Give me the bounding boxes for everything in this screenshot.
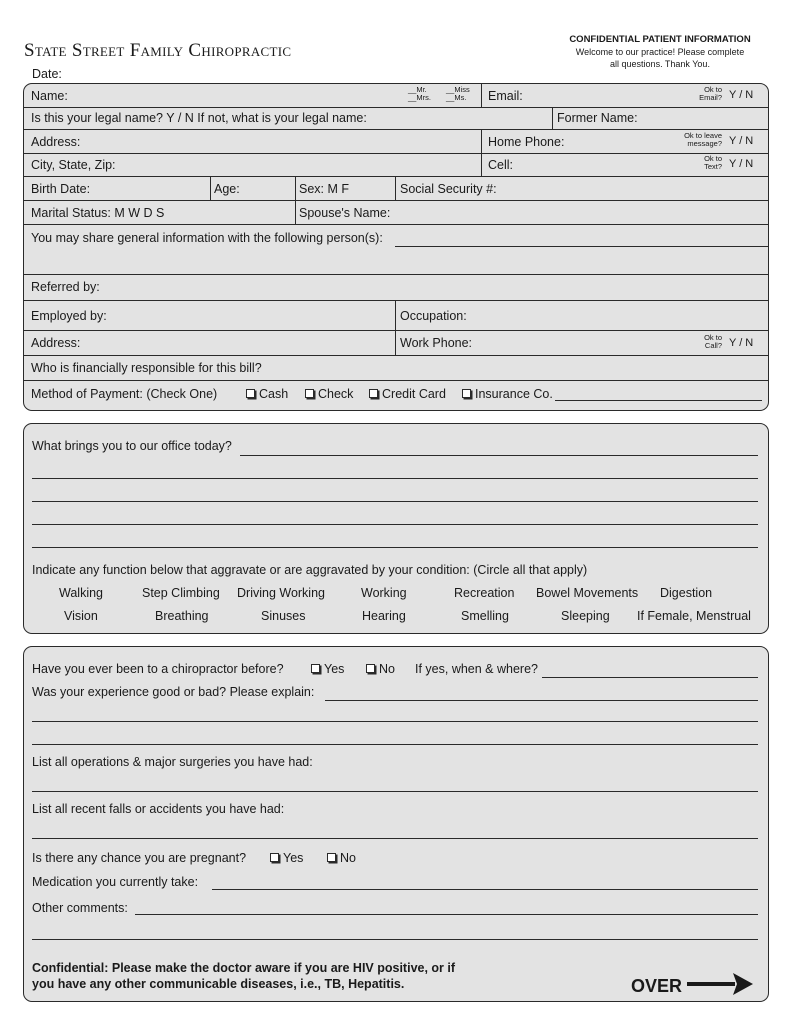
function-option[interactable]: Smelling (461, 609, 509, 623)
title-miss[interactable]: __Miss (446, 85, 470, 94)
name-field[interactable]: Name: (31, 89, 68, 103)
function-option[interactable]: Driving Working (237, 586, 325, 600)
payment-option-label: Credit Card (382, 387, 446, 401)
function-option[interactable]: Working (361, 586, 407, 600)
former-name-field[interactable]: Former Name: (557, 111, 638, 125)
function-option[interactable]: Sinuses (261, 609, 306, 623)
row-divider (24, 129, 768, 130)
answer-line[interactable] (135, 914, 758, 915)
chiropractor-no-option[interactable] (366, 662, 395, 676)
payment-option-label: Insurance Co. (475, 387, 553, 401)
row-divider (24, 176, 768, 177)
checkbox-icon[interactable] (327, 853, 336, 862)
welcome-line-1: Welcome to our practice! Please complete (575, 47, 745, 57)
address-field[interactable]: Address: (31, 135, 81, 149)
function-option[interactable]: Vision (64, 609, 98, 623)
column-divider (210, 176, 211, 200)
yes-label: Yes (324, 662, 345, 676)
condition-section (23, 423, 769, 634)
function-option[interactable]: Recreation (454, 586, 515, 600)
city-state-zip-field[interactable]: City, State, Zip: (31, 158, 116, 172)
answer-line[interactable] (240, 455, 758, 456)
ok-email-yn[interactable]: Y / N (729, 89, 754, 101)
payment-option-label: Cash (259, 387, 289, 401)
column-divider (395, 300, 396, 355)
ok-email-label (690, 86, 722, 102)
ok-call-line-1: Ok to (704, 333, 722, 342)
answer-line[interactable] (325, 700, 758, 701)
work-phone-field[interactable]: Work Phone: (400, 336, 473, 350)
office-visit-question: What brings you to our office today? (32, 439, 232, 453)
function-option[interactable]: Breathing (155, 609, 209, 623)
title-mrs[interactable]: __Mrs. (408, 93, 431, 102)
ok-leave-message-label (670, 132, 722, 148)
column-divider (295, 176, 296, 224)
ssn-field[interactable]: Social Security #: (400, 182, 497, 196)
row-divider (24, 380, 768, 381)
ok-text-line-2: Text? (704, 162, 722, 171)
payment-option-cash[interactable] (246, 387, 288, 401)
share-info-field[interactable]: You may share general information with the following person(s): (31, 231, 383, 245)
row-divider (24, 224, 768, 225)
share-info-line[interactable] (395, 246, 768, 247)
answer-line[interactable] (32, 838, 758, 839)
function-option[interactable]: Hearing (362, 609, 406, 623)
arrow-right-icon (687, 972, 753, 996)
medication-label: Medication you currently take: (32, 875, 199, 889)
history-section (23, 646, 769, 1002)
payment-option-insurance[interactable] (462, 387, 553, 401)
ok-leave-line-1: Ok to leave (684, 131, 722, 140)
row-divider (24, 300, 768, 301)
experience-question: Was your experience good or bad? Please explain: (32, 685, 315, 699)
payment-method-label: Method of Payment: (Check One) (31, 387, 218, 401)
answer-line[interactable] (542, 677, 758, 678)
home-phone-field[interactable]: Home Phone: (488, 135, 565, 149)
column-divider (481, 84, 482, 107)
row-divider (24, 200, 768, 201)
ok-leave-line-2: message? (687, 139, 722, 148)
checkbox-icon[interactable] (462, 389, 471, 398)
ok-text-line-1: Ok to (704, 154, 722, 163)
function-option[interactable]: Walking (59, 586, 103, 600)
ok-email-line-2: Email? (699, 93, 722, 102)
column-divider (481, 129, 482, 176)
answer-line[interactable] (32, 501, 758, 502)
row-divider (24, 153, 768, 154)
date-label: Date: (32, 67, 62, 81)
marital-status-field[interactable]: Marital Status: M W D S (31, 206, 165, 220)
answer-line[interactable] (32, 547, 758, 548)
confidential-notice (32, 960, 455, 992)
pregnant-question: Is there any chance you are pregnant? (32, 851, 247, 865)
ok-call-label (690, 334, 722, 350)
row-divider (24, 107, 768, 108)
pregnant-no-option[interactable] (327, 851, 356, 865)
pregnant-yes-option[interactable] (270, 851, 303, 865)
other-comments-label: Other comments: (32, 901, 128, 915)
answer-line[interactable] (32, 721, 758, 722)
answer-line[interactable] (212, 889, 758, 890)
ok-text-yn[interactable]: Y / N (729, 158, 754, 170)
employer-address-field[interactable]: Address: (31, 336, 81, 350)
falls-question: List all recent falls or accidents you have had: (32, 802, 285, 816)
employed-by-field[interactable]: Employed by: (31, 309, 107, 323)
welcome-line-2: all questions. Thank You. (610, 59, 710, 69)
aggravating-functions-instruction: Indicate any function below that aggravate or are aggravated by your condition: (Circle all that apply) (32, 563, 588, 577)
practice-name: State Street Family Chiropractic (24, 40, 292, 61)
no-label: No (379, 662, 395, 676)
birth-date-field[interactable]: Birth Date: (31, 182, 91, 196)
chiropractor-yes-option[interactable] (311, 662, 344, 676)
answer-line[interactable] (32, 939, 758, 940)
notice-line-1: Confidential: Please make the doctor aware if you are HIV positive, or if (32, 961, 456, 975)
chiropractor-before-question: Have you ever been to a chiropractor before? (32, 662, 284, 676)
no-label: No (340, 851, 356, 865)
over-label: OVER (631, 976, 683, 996)
row-divider (24, 330, 768, 331)
financially-responsible-field[interactable]: Who is financially responsible for this bill? (31, 361, 262, 375)
operations-question: List all operations & major surgeries you have had: (32, 755, 313, 769)
answer-line[interactable] (32, 744, 758, 745)
ok-email-line-1: Ok to (704, 85, 722, 94)
column-divider (552, 107, 553, 129)
checkbox-icon[interactable] (366, 664, 375, 673)
over-indicator (631, 972, 753, 997)
ok-call-yn[interactable]: Y / N (729, 337, 754, 349)
confidential-header (555, 34, 765, 70)
row-divider (24, 355, 768, 356)
title-mr[interactable]: __Mr. (408, 85, 427, 94)
payment-option-check[interactable] (305, 387, 353, 401)
legal-name-field[interactable]: Is this your legal name? Y / N If not, what is your legal name: (31, 111, 367, 125)
yes-label: Yes (283, 851, 304, 865)
referred-by-field[interactable]: Referred by: (31, 280, 100, 294)
checkbox-icon[interactable] (246, 389, 255, 398)
checkbox-icon[interactable] (311, 664, 320, 673)
function-option[interactable]: Digestion (660, 586, 713, 600)
ok-call-line-2: Call? (704, 341, 722, 350)
answer-line[interactable] (32, 524, 758, 525)
function-option[interactable]: Sleeping (561, 609, 610, 623)
ok-leave-yn[interactable]: Y / N (729, 135, 754, 147)
function-option[interactable]: Step Climbing (142, 586, 220, 600)
title-ms[interactable]: __Ms. (446, 93, 467, 102)
answer-line[interactable] (32, 791, 758, 792)
checkbox-icon[interactable] (270, 853, 279, 862)
answer-line[interactable] (32, 478, 758, 479)
insurance-company-line[interactable] (555, 400, 762, 401)
checkbox-icon[interactable] (369, 389, 378, 398)
function-option[interactable]: Bowel Movements (536, 586, 639, 600)
checkbox-icon[interactable] (305, 389, 314, 398)
when-where-label: If yes, when & where? (415, 662, 538, 676)
function-option[interactable]: If Female, Menstrual (637, 609, 751, 623)
payment-option-credit-card[interactable] (369, 387, 446, 401)
email-field[interactable]: Email: (488, 89, 523, 103)
payment-option-label: Check (318, 387, 354, 401)
notice-line-2: you have any other communicable diseases, i.e., TB, Hepatitis. (32, 977, 405, 991)
spouse-name-field[interactable]: Spouse's Name: (299, 206, 391, 220)
row-divider (24, 274, 768, 275)
ok-text-label (690, 155, 722, 171)
patient-info-section (23, 83, 769, 411)
cell-field[interactable]: Cell: (488, 158, 514, 172)
column-divider (395, 176, 396, 200)
occupation-field[interactable]: Occupation: (400, 309, 467, 323)
age-field[interactable]: Age: (214, 182, 240, 196)
sex-field[interactable]: Sex: M F (299, 182, 350, 196)
confidential-title: CONFIDENTIAL PATIENT INFORMATION (569, 34, 751, 45)
